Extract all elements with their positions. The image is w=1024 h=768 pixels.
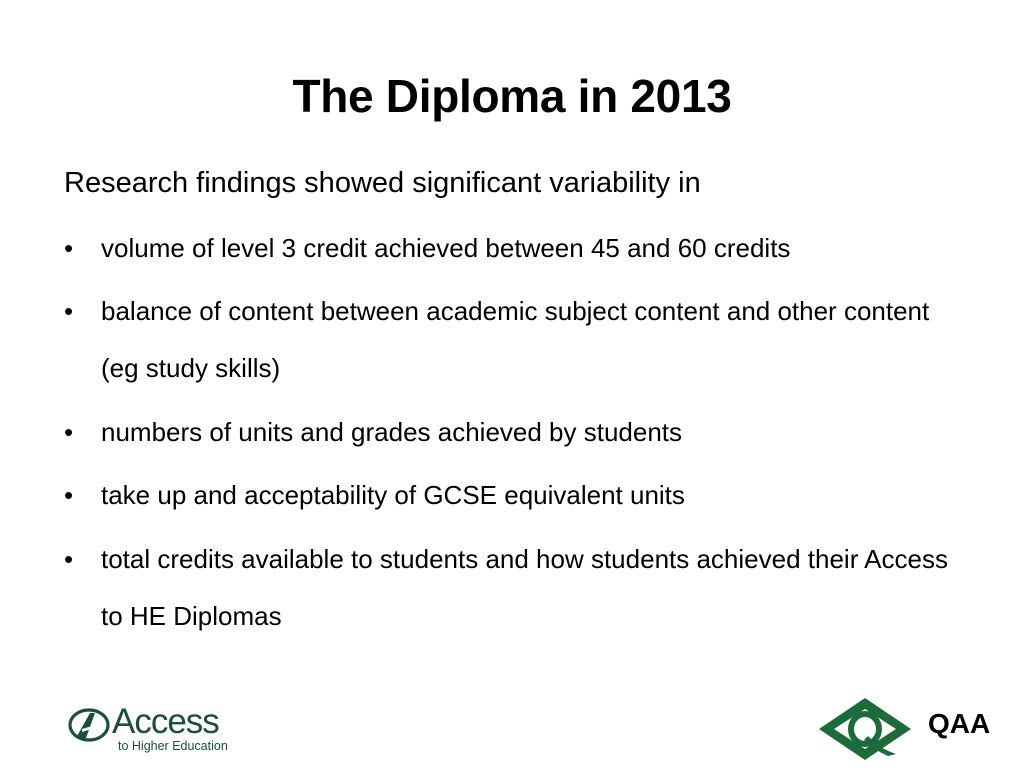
qaa-logo-name: QAA (928, 708, 991, 739)
bullet-item (64, 220, 964, 277)
access-swoosh-icon (68, 707, 114, 743)
bullet-text: take up and acceptability of GCSE equivalent units (101, 480, 685, 510)
access-logo (66, 704, 236, 754)
bullet-text: volume of level 3 credit achieved between 45 and 60 credits (101, 233, 791, 263)
slide-title: The Diploma in 2013 (292, 70, 732, 122)
access-logo-name: Access (112, 702, 219, 741)
bullet-text: balance of content between academic subject content and other content (eg study skills) (101, 296, 930, 383)
intro-text: Research findings showed significant variability in (64, 167, 701, 199)
bullet-text: numbers of units and grades achieved by students (101, 417, 683, 447)
qaa-diamond-icon (816, 696, 914, 762)
bullet-dot: • (64, 296, 74, 326)
bullet-item (64, 467, 964, 524)
bullet-dot: • (64, 480, 74, 510)
bullet-dot: • (64, 544, 74, 574)
bullet-item (64, 404, 964, 461)
bullet-dot: • (64, 233, 74, 263)
bullet-text: total credits available to students and how students achieved their Access to HE Diplomas (101, 544, 948, 631)
qaa-logo (816, 696, 1002, 762)
access-logo-subtitle: to Higher Education (118, 739, 228, 753)
bullet-item (64, 531, 964, 645)
bullet-item (64, 283, 964, 397)
bullet-dot: • (64, 417, 74, 447)
